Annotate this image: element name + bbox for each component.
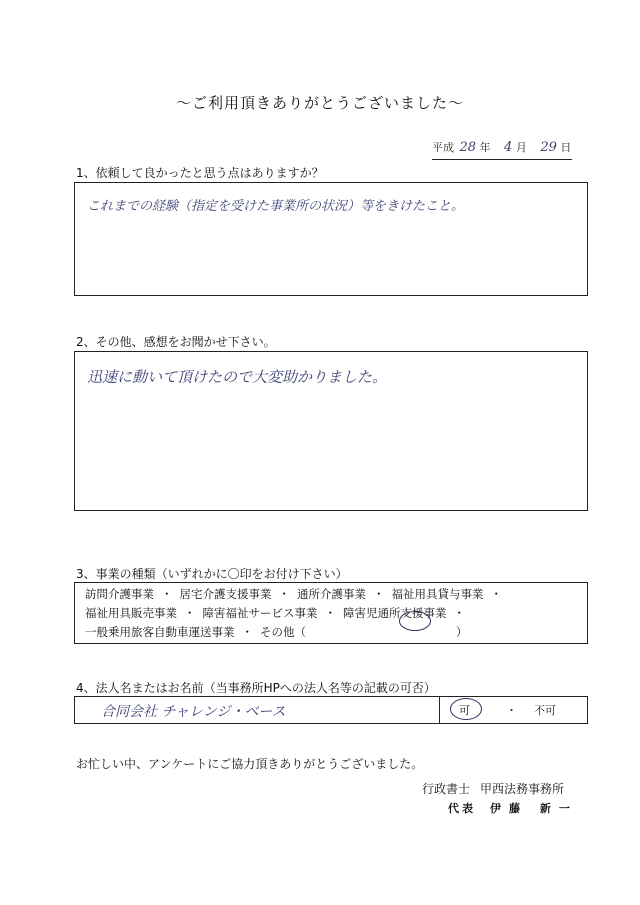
deny-option[interactable]: 不可 xyxy=(534,704,556,717)
option-welfare-equipment-rental[interactable]: 福祉用具貸与事業 xyxy=(391,587,484,601)
name-answer-cell[interactable] xyxy=(75,697,440,723)
permit-option[interactable]: 可 xyxy=(459,704,470,717)
page-title: 〜ご利用頂きありがとうございました〜 xyxy=(175,94,464,112)
representative-signature xyxy=(448,800,578,816)
question-4-answer: 合同会社 チャレンジ・ベース xyxy=(101,704,286,720)
business-type-box xyxy=(74,582,588,644)
date-field xyxy=(432,139,572,160)
date-year[interactable]: 28 xyxy=(459,140,477,155)
representative-title: 代表 xyxy=(448,802,476,815)
question-4-label: 4、法人名またはお名前（当事務所HPへの法人名等の記載の可否） xyxy=(76,681,436,695)
option-child-day-support[interactable]: 障害児通所支援事業 xyxy=(343,606,447,620)
question-1-answer: これまでの経験（指定を受けた事業所の状況）等をきけたこと。 xyxy=(87,199,465,214)
date-month[interactable]: 4 xyxy=(504,140,513,155)
closing-message: お忙しい中、アンケートにご協力頂きありがとうございました。 xyxy=(76,757,424,771)
representative-name: 伊藤 新一 xyxy=(490,802,578,815)
business-row-3: 一般乗用旅客自動車運送事業 ・ その他（ ） xyxy=(85,625,468,639)
date-month-unit: 月 xyxy=(515,141,527,154)
option-home-care-support[interactable]: 居宅介護支援事業 xyxy=(179,587,272,601)
date-year-unit: 年 xyxy=(479,141,491,154)
option-taxi-business[interactable]: 一般乗用旅客自動車運送事業 xyxy=(85,625,235,639)
question-3-label: 3、事業の種類（いずれかに〇印をお付け下さい） xyxy=(76,567,348,581)
name-row xyxy=(74,696,588,724)
office-name: 甲西法務事務所 xyxy=(480,782,565,796)
date-era: 平成 xyxy=(432,141,454,154)
selection-circle-mark xyxy=(399,611,431,631)
option-welfare-equipment-sales[interactable]: 福祉用具販売事業 xyxy=(85,606,177,620)
question-2-answer: 迅速に動いて頂けたので大変助かりました。 xyxy=(87,368,388,386)
permission-cell: 可 ・ 不可 xyxy=(440,697,587,723)
question-2-label: 2、その他、感想をお聞かせ下さい。 xyxy=(76,335,276,349)
option-other[interactable]: その他（ xyxy=(260,625,306,639)
question-2-answer-box[interactable] xyxy=(74,351,588,511)
date-day-unit: 日 xyxy=(560,141,572,154)
option-disability-welfare-service[interactable]: 障害福祉サービス事業 xyxy=(202,606,318,620)
business-row-1: 訪問介護事業 ・ 居宅介護支援事業 ・ 通所介護事業 ・ 福祉用具貸与事業 ・ xyxy=(85,587,502,601)
office-role: 行政書士 xyxy=(422,782,471,796)
question-1-answer-box[interactable] xyxy=(74,182,588,296)
question-1-label: 1、依頼して良かったと思う点はありますか？ xyxy=(76,166,324,180)
option-home-visit-care[interactable]: 訪問介護事業 xyxy=(85,587,154,601)
date-day[interactable]: 29 xyxy=(540,140,557,155)
office-signature xyxy=(422,780,564,797)
option-day-care[interactable]: 通所介護事業 xyxy=(297,587,366,601)
business-row-2: 福祉用具販売事業 ・ 障害福祉サービス事業 ・ 障害児通所支援事業 ・ xyxy=(85,606,465,620)
